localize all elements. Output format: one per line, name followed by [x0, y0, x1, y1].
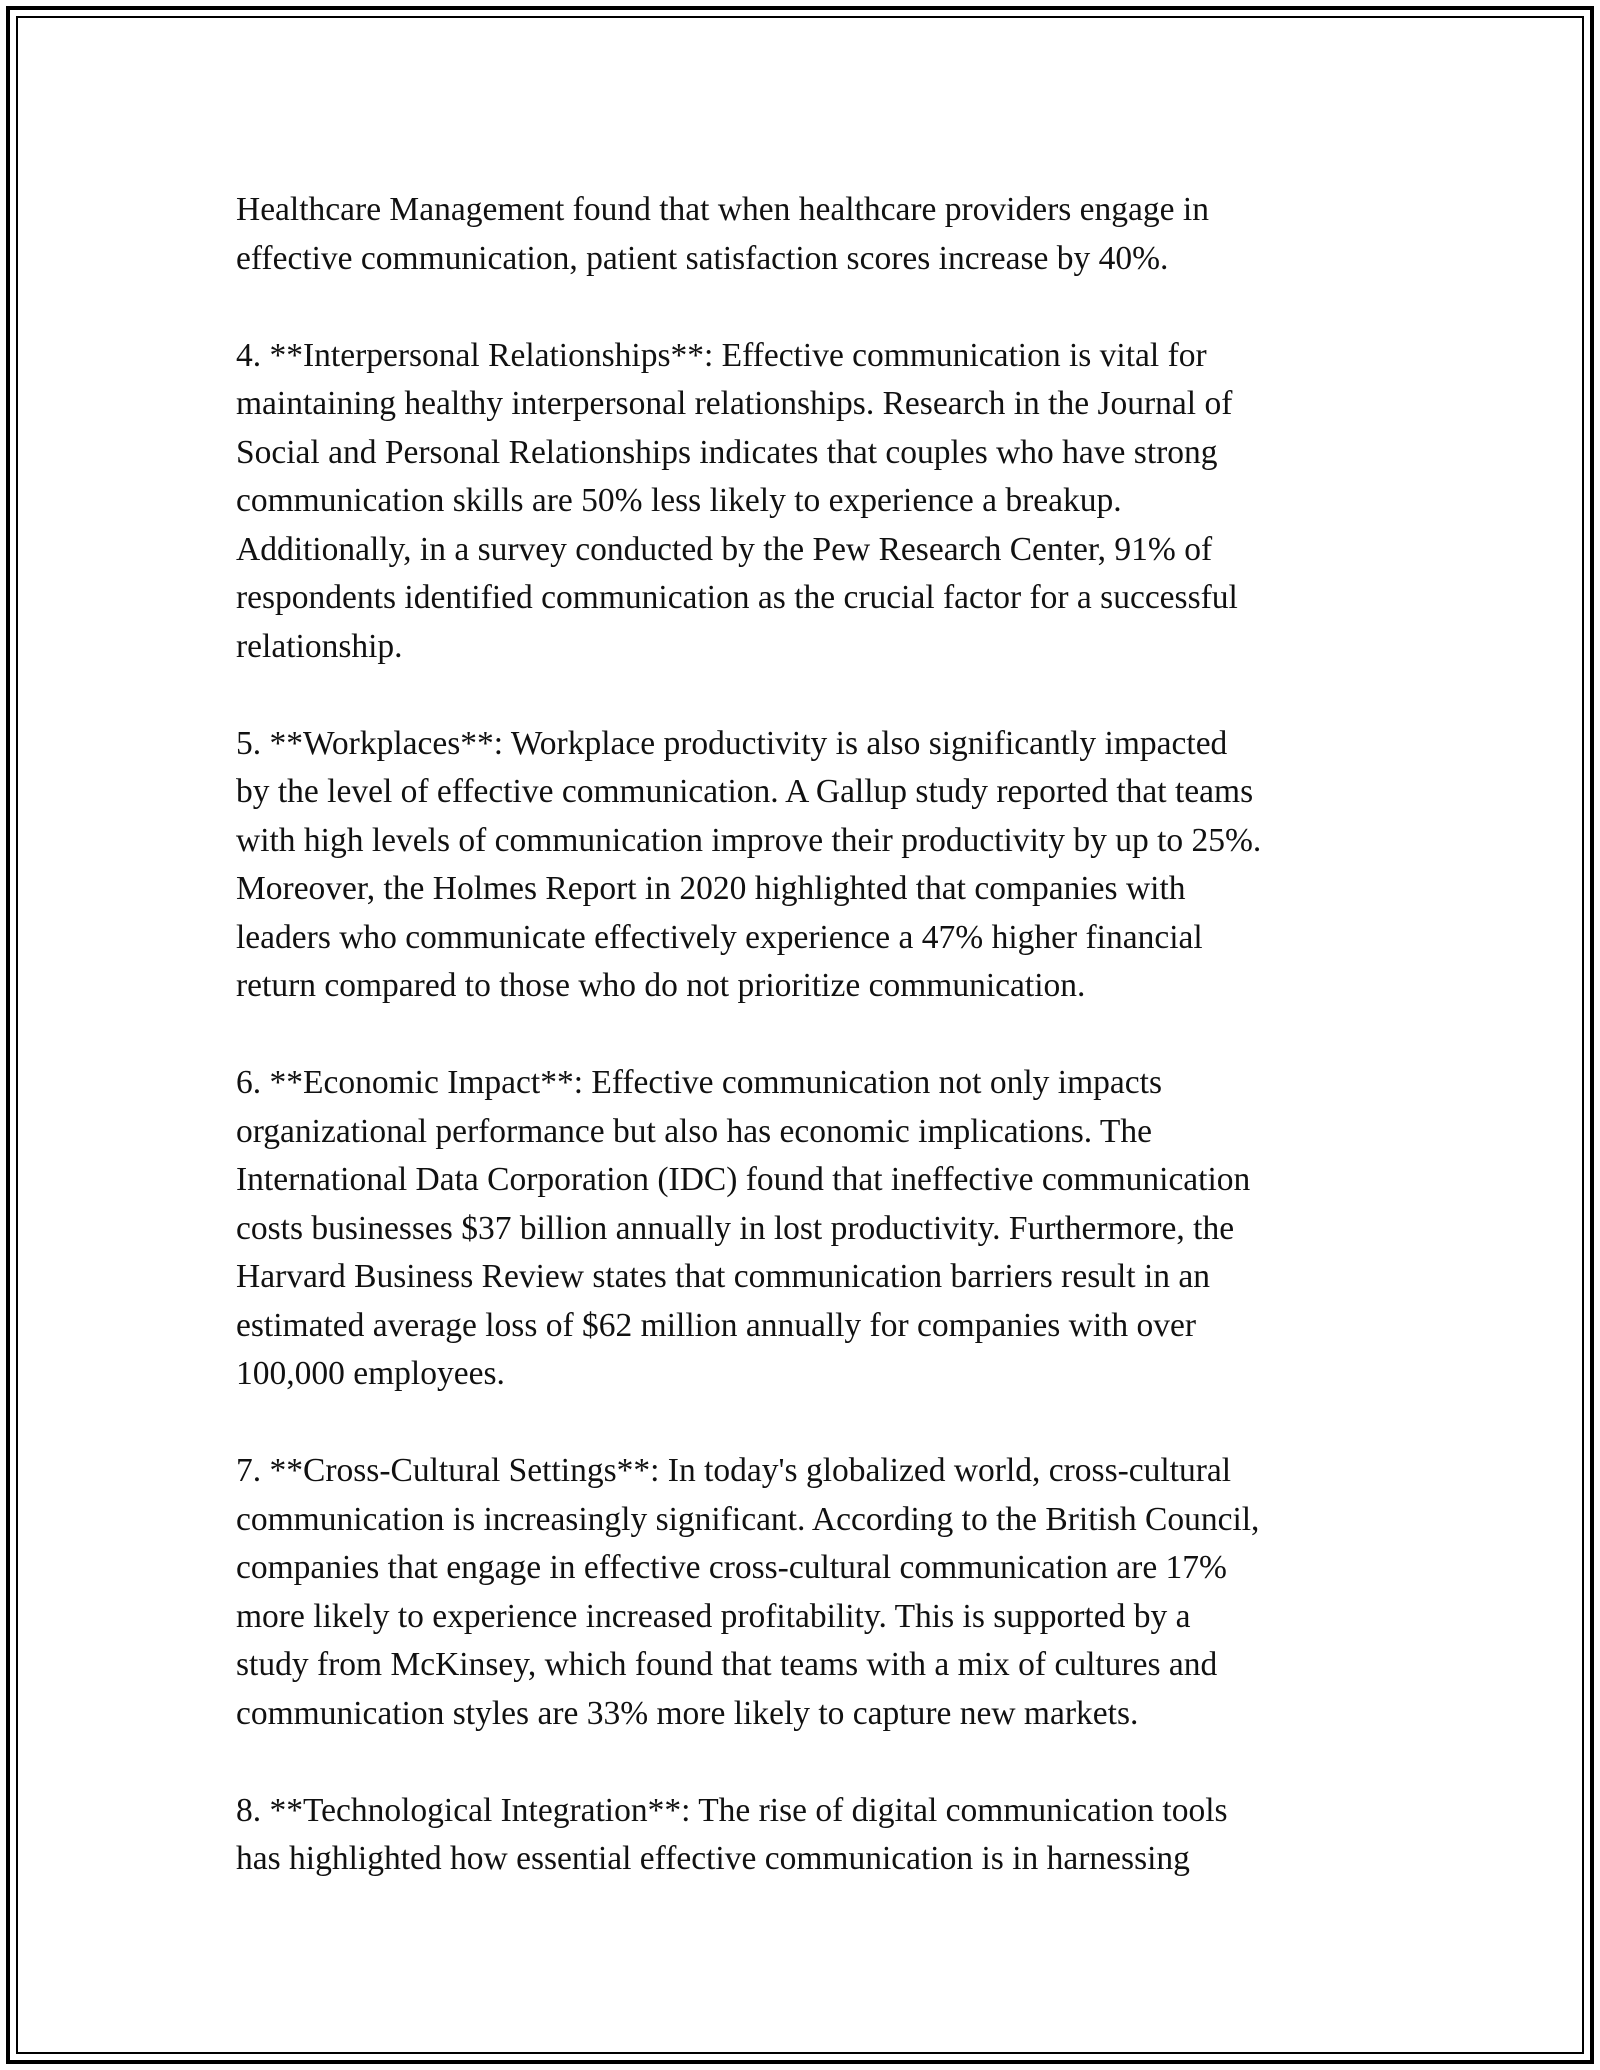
- text-line: 5. **Workplaces**: Workplace productivity is also significantly impacted: [236, 724, 1228, 762]
- text-line: International Data Corporation (IDC) found that ineffective communication: [236, 1161, 1251, 1198]
- document-body: [236, 186, 1376, 1932]
- text-line: 6. **Economic Impact**: Effective communication not only impacts: [236, 1064, 1162, 1101]
- text-line: communication skills are 50% less likely to experience a breakup.: [236, 482, 1122, 519]
- text-line: organizational performance but also has economic implications. The: [236, 1112, 1152, 1150]
- text-line: costs businesses $37 billion annually in lost productivity. Furthermore, the: [236, 1209, 1235, 1247]
- text-line: 4. **Interpersonal Relationships**: Effective communication is vital for: [236, 336, 1207, 374]
- text-line: study from McKinsey, which found that teams with a mix of cultures and: [236, 1646, 1218, 1683]
- text-line: relationship.: [236, 627, 403, 665]
- paragraph-workplaces: [236, 720, 1376, 1011]
- text-line: more likely to experience increased profitability. This is supported by a: [236, 1597, 1191, 1635]
- text-line: communication styles are 33% more likely to capture new markets.: [236, 1694, 1139, 1732]
- text-line: Social and Personal Relationships indicates that couples who have strong: [236, 433, 1218, 471]
- text-line: communication is increasingly significant. According to the British Council,: [236, 1500, 1260, 1538]
- paragraph-interpersonal-relationships: [236, 332, 1376, 672]
- text-line: Additionally, in a survey conducted by the Pew Research Center, 91% of: [236, 530, 1213, 568]
- text-line: with high levels of communication improve their productivity by up to 25%.: [236, 821, 1262, 859]
- paragraph-cross-cultural-settings: [236, 1447, 1376, 1738]
- text-line: maintaining healthy interpersonal relationships. Research in the Journal of: [236, 385, 1233, 422]
- text-line: 100,000 employees.: [236, 1355, 505, 1392]
- text-line: 8. **Technological Integration**: The rise of digital communication tools: [236, 1791, 1228, 1829]
- text-line: 7. **Cross-Cultural Settings**: In today's globalized world, cross-cultural: [236, 1452, 1232, 1489]
- text-line: by the level of effective communication. A Gallup study reported that teams: [236, 773, 1254, 810]
- text-line: Moreover, the Holmes Report in 2020 highlighted that companies with: [236, 870, 1186, 907]
- text-line: leaders who communicate effectively experience a 47% higher financial: [236, 918, 1203, 956]
- text-line: Healthcare Management found that when healthcare providers engage in: [236, 191, 1209, 228]
- text-line: respondents identified communication as the crucial factor for a successful: [236, 579, 1238, 616]
- text-line: return compared to those who do not prioritize communication.: [236, 967, 1086, 1004]
- paragraph-economic-impact: [236, 1059, 1376, 1399]
- text-line: estimated average loss of $62 million annually for companies with over: [236, 1306, 1197, 1344]
- paragraph-continuation: [236, 186, 1376, 283]
- text-line: Harvard Business Review states that communication barriers result in an: [236, 1258, 1211, 1295]
- paragraph-technological-integration: [236, 1787, 1376, 1884]
- text-line: has highlighted how essential effective communication is in harnessing: [236, 1840, 1190, 1877]
- text-line: companies that engage in effective cross-cultural communication are 17%: [236, 1549, 1227, 1586]
- text-line: effective communication, patient satisfaction scores increase by 40%.: [236, 239, 1169, 277]
